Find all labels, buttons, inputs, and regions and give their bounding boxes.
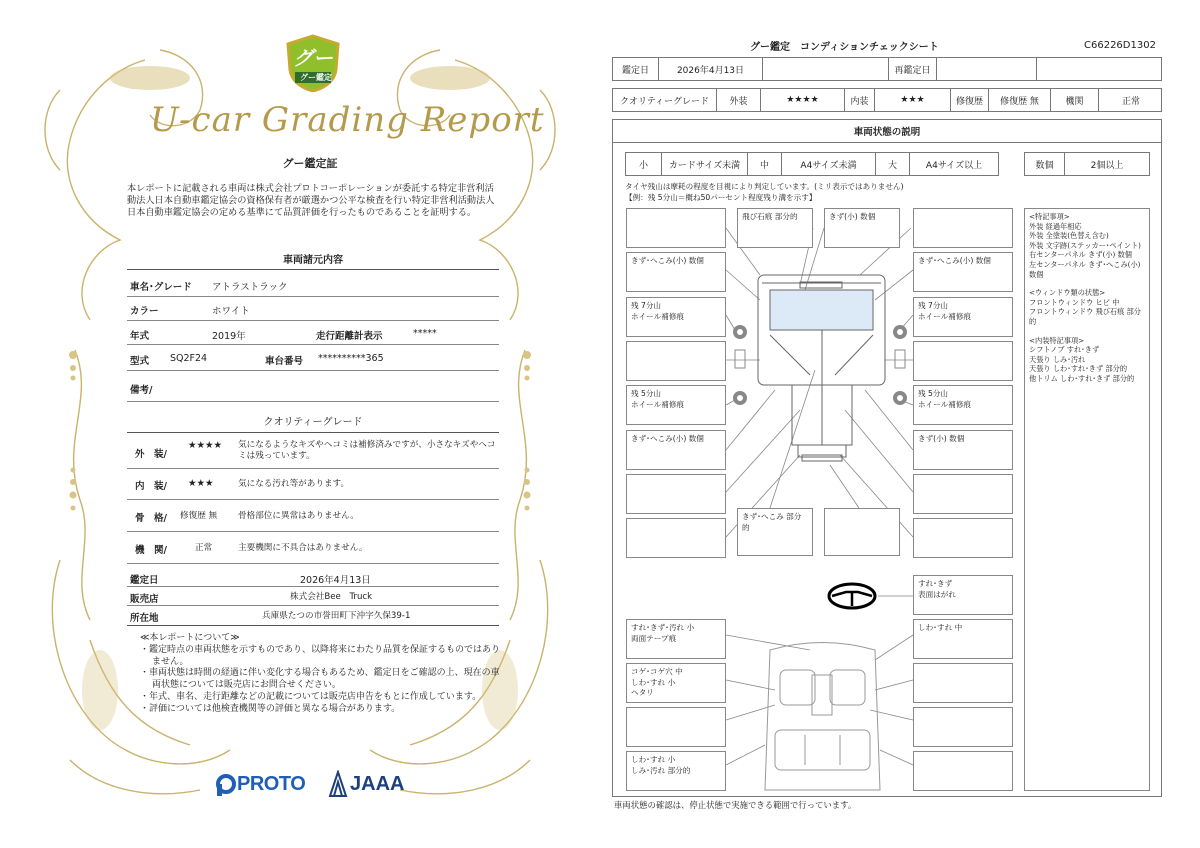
quality-label: クオリティーグレード — [613, 89, 717, 111]
special-notes: <特記事項> 外装 経過年相応 外装 全塗装(色替え含む) 外装 文字跡(ステッカー･ペイント) 右センターパネル きず(小) 数個 左センターパネル きず･へこみ(小) 数個 <ウィンドウ類の状態> フロントウィンドウ ヒビ 中 フロントウィンドウ 飛び石痕 部分的 <内装特記事項> シフトノブ すれ･きず 天張り しみ･汚れ 天張り しわ･すれ･きず 部分的 他トリム しわ･すれ･きず 部分的 — [1024, 208, 1150, 791]
certificate-subtitle: グー鑑定証 — [282, 157, 338, 170]
remarks-label: 備考/ — [130, 385, 153, 396]
damage-interior-right-1: しわ･すれ 中 — [913, 619, 1013, 659]
date-label: 鑑定日 — [613, 58, 659, 80]
damage-interior-left-2: コゲ･コゲ穴 中 しわ･すれ 小 ヘタリ — [626, 663, 726, 703]
count-value: 2個以上 — [1090, 160, 1124, 171]
damage-interior-left-3: しわ･すれ 小 しみ･汚れ 部分的 — [626, 751, 726, 791]
certificate-intro: 本レポートに記載される車両は株式会社プロトコーポレーションが委託する特定非営利活動法人日本自動車鑑定協会の資格保有者が厳選かつ公平な検査を行い特定非営利活動法人日本自動車鑑定協会の定める基準にて品質評価を行ったものであることを証明する。 — [127, 183, 495, 218]
engine-value: 正常 — [1121, 96, 1140, 107]
sheet-code: C66226D1302 — [1084, 40, 1156, 51]
legend-small: 小 — [626, 153, 662, 175]
damage-right-2: きず(小) 数個 — [913, 430, 1013, 470]
legend-small-desc: カードサイズ未満 — [662, 153, 748, 175]
chassis-label: 車台番号 — [265, 356, 304, 367]
svg-text:グー: グー — [293, 46, 333, 70]
date-value: 2026年4月13日 — [300, 575, 371, 586]
sheet-title: グー鑑定 コンディションチェックシート — [750, 42, 939, 53]
tire-note: タイヤ残山は摩耗の程度を目視により判定しています。(ミリ表示ではありません) — [625, 182, 904, 191]
address-label: 所在地 — [130, 613, 159, 624]
address-value: 兵庫県たつの市誉田町下沖字久保39-1 — [262, 611, 411, 621]
grade-interior-label: 内 装/ — [135, 481, 167, 492]
legend-medium-desc: A4サイズ未満 — [782, 153, 876, 175]
dealer-value: 株式会社Bee Truck — [290, 592, 373, 602]
damage-steering: すれ･きず 表面はがれ — [913, 575, 1013, 615]
mileage-label: 走行距離計表示 — [316, 331, 383, 342]
grade-frame-comment: 骨格部位に異常はありません。 — [238, 511, 359, 521]
legend-large-desc: A4サイズ以上 — [925, 160, 983, 171]
logo-text: グー鑑定 — [300, 73, 332, 82]
grade-engine-label: 機 関/ — [135, 545, 167, 556]
repair-label: 修復歴 — [951, 89, 989, 111]
model-value: SQ2F24 — [170, 353, 208, 364]
report-title: U-car Grading Report — [150, 100, 545, 140]
tire-left-front: 残 7分山 ホイール補修痕 — [626, 297, 726, 337]
damage-bottom-center: きず･へこみ 部分的 — [737, 508, 813, 556]
engine-label: 機関 — [1051, 89, 1099, 111]
jaaa-logo-text: JAAA — [350, 772, 405, 795]
proto-logo-text: PROTO — [237, 772, 306, 795]
grade-frame-label: 骨 格/ — [135, 513, 167, 524]
repair-value: 修復歴 無 — [989, 89, 1051, 111]
exterior-label: 外装 — [717, 89, 761, 111]
legend-medium: 中 — [748, 153, 782, 175]
notes-title: ≪本レポートについて≫ — [140, 633, 240, 643]
tire-right-front: 残 7分山 ホイール補修痕 — [913, 297, 1013, 337]
color-label: カラー — [130, 306, 159, 317]
shield-icon — [284, 34, 342, 92]
model-label: 型式 — [130, 356, 150, 367]
quality-heading: クオリティーグレード — [263, 417, 363, 428]
grade-exterior-comment: 気になるようなキズやヘコミは補修済みですが、小さなキズやヘコミは残っています。 — [238, 440, 496, 461]
grade-interior-comment: 気になる汚れ等があります。 — [238, 479, 350, 489]
note-item: ・車両状態は時間の経過に伴い変化する場合もあるため、鑑定日をご確認の上、現在の車両状態については販売店にお問合せください。 — [140, 668, 500, 691]
note-item: ・評価については他検査機関等の評価と異なる場合があります。 — [140, 703, 401, 714]
damage-interior-left-1: すれ･きず･汚れ 小 両面テープ痕 — [626, 619, 726, 659]
chassis-value: **********365 — [318, 353, 384, 364]
condition-heading: 車両状態の説明 — [612, 119, 1162, 143]
grade-frame-value: 修復歴 無 — [180, 511, 218, 521]
jaaa-mark-icon — [328, 770, 348, 798]
mileage-value: ***** — [413, 328, 437, 339]
name-label: 車名･グレード — [130, 282, 192, 293]
exterior-value: ★★★★ — [761, 89, 845, 111]
damage-top-right: きず(小) 数個 — [824, 208, 900, 248]
jaaa-logo — [328, 770, 404, 798]
damage-left-1: きず･へこみ(小) 数個 — [626, 252, 726, 292]
name-value: アトラストラック — [212, 282, 288, 293]
proto-logo — [215, 772, 305, 796]
proto-mark-icon — [215, 772, 237, 796]
reinspect-label: 再鑑定日 — [889, 58, 937, 80]
goo-kantei-logo — [284, 34, 342, 92]
year-label: 年式 — [130, 331, 150, 342]
date-value: 2026年4月13日 — [659, 58, 763, 80]
tire-right-rear: 残 5分山 ホイール補修痕 — [913, 385, 1013, 425]
sheet-footer-note: 車両状態の確認は、停止状態で実施できる範囲で行っています。 — [614, 800, 857, 810]
grade-engine-value: 正常 — [195, 543, 213, 553]
note-item: ・年式、車名、走行距離などの記載については販売店申告をもとに作成しています。 — [140, 691, 482, 702]
interior-label: 内装 — [845, 89, 875, 111]
note-item: ・鑑定時点の車両状態を示すものであり、以降将来にわたり品質を保証するものではありません。 — [140, 644, 501, 667]
date-label: 鑑定日 — [130, 575, 159, 586]
report-notes — [140, 633, 500, 716]
color-value: ホワイト — [212, 306, 250, 317]
tire-example-note: 【例：残 5分山＝概ね50パーセント程度残り溝を示す】 — [625, 193, 817, 202]
condition-check-sheet — [600, 0, 1200, 848]
grade-exterior-label: 外 装/ — [135, 449, 167, 460]
spec-heading: 車両諸元内容 — [283, 255, 343, 266]
interior-value: ★★★ — [875, 89, 951, 111]
tire-left-rear: 残 5分山 ホイール補修痕 — [626, 385, 726, 425]
year-value: 2019年 — [212, 331, 246, 342]
legend-large: 大 — [876, 153, 910, 175]
damage-right-1: きず･へこみ(小) 数個 — [913, 252, 1013, 292]
steering-wheel-icon — [829, 584, 875, 608]
grade-engine-comment: 主要機関に不具合はありません。 — [238, 543, 368, 553]
damage-top-left: 飛び石痕 部分的 — [737, 208, 813, 248]
grade-interior-value: ★★★ — [188, 478, 214, 489]
grade-exterior-value: ★★★★ — [188, 440, 223, 451]
count-label: 数個 — [1025, 153, 1065, 175]
dealer-label: 販売店 — [130, 594, 159, 605]
damage-left-2: きず･へこみ(小) 数個 — [626, 430, 726, 470]
